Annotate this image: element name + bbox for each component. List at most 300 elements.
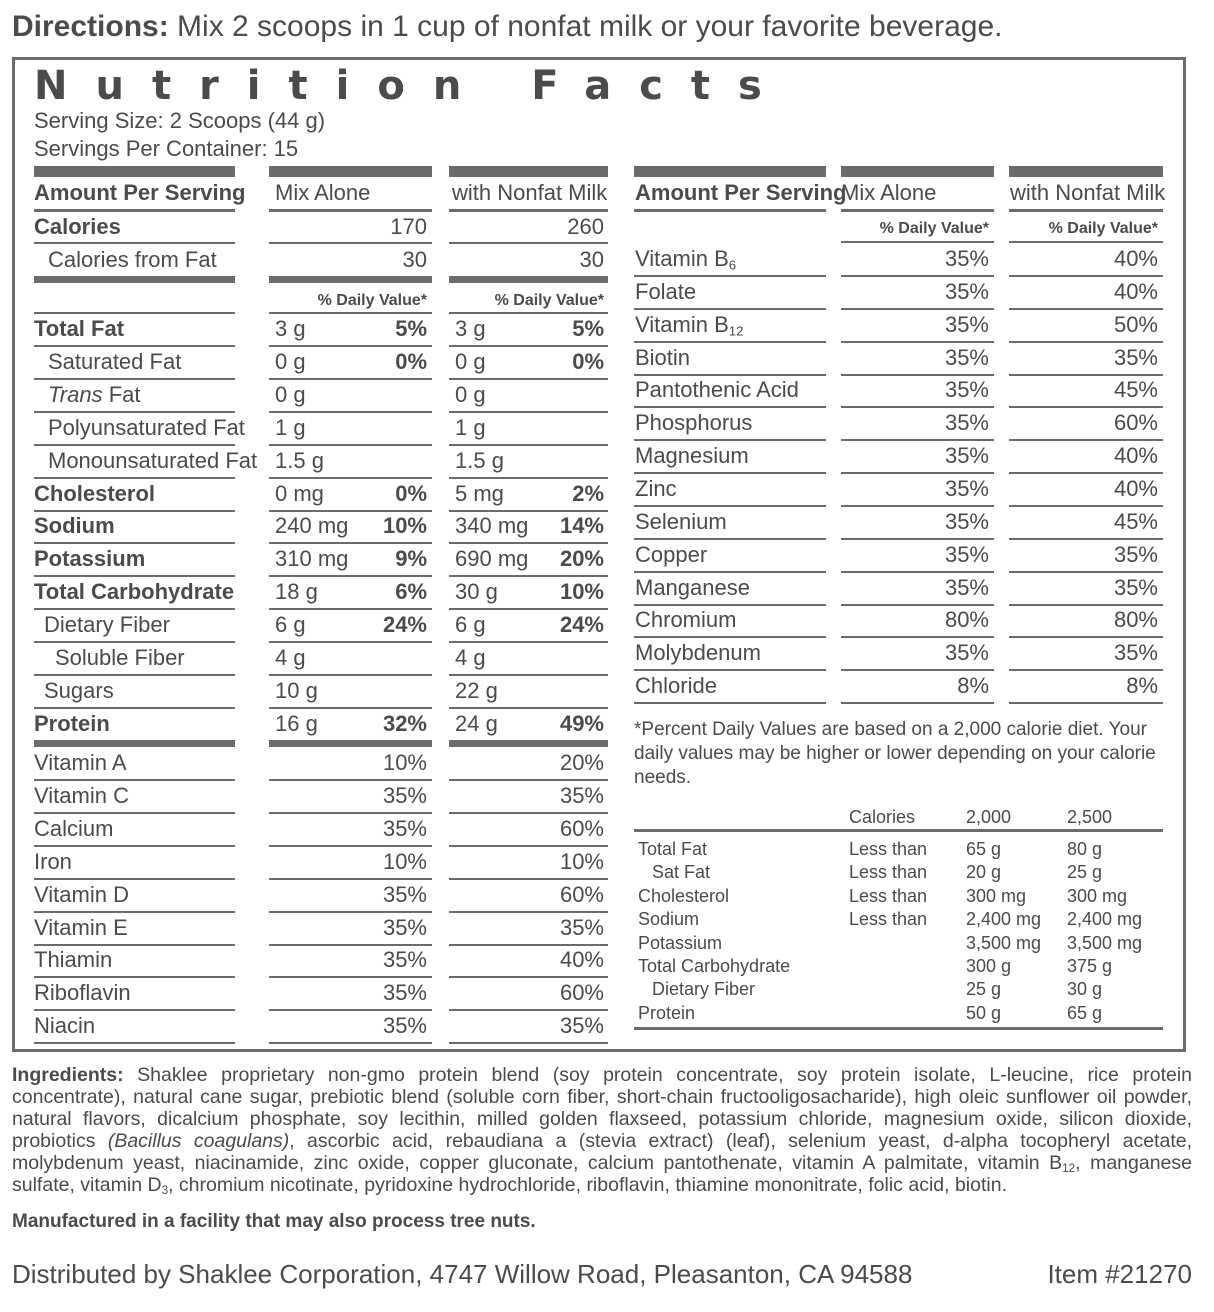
milk-daily-value: 10% xyxy=(559,579,604,604)
row-rule xyxy=(34,608,235,610)
ref-value-2500: 30 g xyxy=(1067,979,1103,999)
ref-value-2500: 3,500 mg xyxy=(1067,933,1143,953)
ref-value-2500: 25 g xyxy=(1067,862,1103,882)
column-top-bar xyxy=(449,166,608,177)
vitamin-milk: 40% xyxy=(559,947,604,972)
ingredients-text-1: Shaklee proprietary non-gmo protein blend (soy protein concentrate, soy protein isolate, L-leucine, rice protein concentrate), natural cane sugar, prebiotic blend (soluble corn fiber, short-chain fructooligosacharide), high oleic sunflower oil powder, natural flavors, dicalcium phosphate, soy lecithin, milled golden flaxseed, potassium chloride, magnesium oxide, silicon dioxide, probiotics xyxy=(12,1064,1193,1152)
vitamin-label xyxy=(635,509,727,535)
row-rule xyxy=(269,641,432,643)
header-mix-alone: Mix Alone xyxy=(841,180,937,205)
vitamin-milk: 8% xyxy=(1126,673,1158,698)
vitamin-mix: 35% xyxy=(382,783,427,808)
mix-amount: 18 g xyxy=(275,579,318,604)
row-rule xyxy=(34,1009,235,1011)
ingredients-italic: (Bacillus coagulans) xyxy=(107,1130,290,1152)
row-rule xyxy=(1009,505,1163,507)
vitamin-label xyxy=(635,542,707,568)
dv-label-mix: % Daily Value* xyxy=(879,220,989,237)
vitamin-mix: 35% xyxy=(382,915,427,940)
vitamin-mix: 35% xyxy=(944,377,989,402)
row-rule xyxy=(269,542,432,544)
vitamin-label xyxy=(635,279,696,305)
vitamin-mix: 35% xyxy=(382,980,427,1005)
vitamin-label xyxy=(635,345,690,371)
row-rule xyxy=(269,845,432,847)
row-rule xyxy=(841,571,994,573)
ref-qualifier: Less than xyxy=(849,909,928,929)
ref-header-2000: 2,000 xyxy=(966,807,1012,827)
directions-text: Mix 2 scoops in 1 cup of nonfat milk or your favorite beverage. xyxy=(177,10,1003,43)
vitamin-milk: 60% xyxy=(559,980,604,1005)
row-rule xyxy=(34,779,235,781)
calories-milk: 260 xyxy=(567,214,604,239)
vitamin-mix: 35% xyxy=(944,246,989,271)
ref-value-2500: 300 mg xyxy=(1067,886,1128,906)
row-rule xyxy=(841,538,994,540)
row-rule xyxy=(449,345,608,347)
nutrient-label-text: Potassium xyxy=(34,546,146,571)
vitamin-label xyxy=(635,607,736,633)
vitamin-label-text: Magnesium xyxy=(635,443,749,468)
nutrient-label xyxy=(48,382,141,408)
row-rule xyxy=(449,242,608,244)
vitamin-label: Thiamin xyxy=(34,947,113,972)
ingredients-sub-2: 3 xyxy=(161,1183,169,1197)
row-rule xyxy=(1009,472,1163,474)
vitamin-label xyxy=(635,476,677,502)
vitamin-milk: 35% xyxy=(559,783,604,808)
calories-label: Calories xyxy=(34,214,121,239)
milk-daily-value: 49% xyxy=(559,711,604,736)
mix-daily-value: 0% xyxy=(395,349,427,374)
vitamin-milk: 35% xyxy=(559,915,604,940)
ref-value-2000: 25 g xyxy=(966,979,1002,999)
manufacturing-note: Manufactured in a facility that may also process tree nuts. xyxy=(12,1211,536,1232)
row-rule xyxy=(841,308,994,310)
row-rule xyxy=(841,702,994,704)
row-rule xyxy=(269,878,432,880)
header-with-nonfat-milk: with Nonfat Milk xyxy=(452,180,608,205)
ref-value-2500: 80 g xyxy=(1067,839,1103,859)
row-rule xyxy=(34,878,235,880)
nutrient-label-text: Soluble Fiber xyxy=(55,645,185,670)
row-rule xyxy=(34,242,235,244)
ingredients-label: Ingredients: xyxy=(12,1064,124,1086)
row-rule xyxy=(634,702,826,704)
item-number: Item #21270 xyxy=(1047,1259,1192,1289)
vitamin-label-text: Chloride xyxy=(635,673,717,698)
milk-amount: 3 g xyxy=(455,316,486,341)
row-rule xyxy=(449,510,608,512)
mix-amount: 16 g xyxy=(275,711,318,736)
calories-from-fat-mix: 30 xyxy=(402,247,427,272)
ref-label: Total Fat xyxy=(638,839,708,859)
header-mix-alone: Mix Alone xyxy=(275,180,371,205)
row-rule xyxy=(269,674,432,676)
row-rule xyxy=(269,944,432,946)
nutrient-label-text: Trans xyxy=(48,382,103,407)
servings-per-container: Servings Per Container: 15 xyxy=(34,136,299,161)
row-rule xyxy=(1009,275,1163,277)
row-rule xyxy=(449,378,608,380)
vitamin-milk: 10% xyxy=(559,849,604,874)
row-rule xyxy=(1009,406,1163,408)
vitamin-label xyxy=(635,246,736,272)
vitamin-label: Vitamin A xyxy=(34,750,127,775)
row-rule xyxy=(634,341,826,343)
mix-amount: 1 g xyxy=(275,415,306,440)
row-rule xyxy=(1009,209,1163,212)
vitamin-mix: 35% xyxy=(382,1013,427,1038)
vitamin-mix: 35% xyxy=(382,882,427,907)
vitamin-label-text: Phosphorus xyxy=(635,410,753,435)
row-rule xyxy=(841,374,994,376)
row-rule xyxy=(634,669,826,671)
nutrient-label-text: Protein xyxy=(34,711,110,736)
row-rule xyxy=(841,209,994,212)
vitamin-label-text: Molybdenum xyxy=(635,640,761,665)
row-rule xyxy=(634,209,826,212)
row-rule xyxy=(449,845,608,847)
nutrient-label xyxy=(34,316,124,342)
vitamin-milk: 45% xyxy=(1113,509,1158,534)
column-top-bar xyxy=(269,166,432,177)
mix-daily-value: 6% xyxy=(395,579,427,604)
nutrient-label-text: Cholesterol xyxy=(34,481,156,506)
milk-amount: 340 mg xyxy=(455,513,529,538)
row-rule xyxy=(449,542,608,544)
milk-amount: 0 g xyxy=(455,382,486,407)
row-rule xyxy=(34,944,235,946)
row-rule xyxy=(1009,669,1163,671)
nutrient-label-text: Total Carbohydrate xyxy=(34,579,235,604)
vitamin-label-subscript: 6 xyxy=(728,257,737,273)
vitamin-mix: 8% xyxy=(957,673,989,698)
row-rule xyxy=(634,308,826,310)
vitamin-milk: 60% xyxy=(559,816,604,841)
ref-value-2500: 65 g xyxy=(1067,1003,1103,1023)
vitamin-milk: 60% xyxy=(1113,410,1158,435)
row-rule xyxy=(449,707,608,709)
ref-value-2000: 20 g xyxy=(966,862,1002,882)
vitamin-milk: 50% xyxy=(1113,312,1158,337)
nutrient-label xyxy=(48,349,181,375)
distributor: Distributed by Shaklee Corporation, 4747 Willow Road, Pleasanton, CA 94588 xyxy=(12,1259,913,1289)
directions xyxy=(12,8,1002,46)
row-rule xyxy=(269,209,432,212)
ref-label: Total Carbohydrate xyxy=(638,956,791,976)
row-rule xyxy=(634,472,826,474)
milk-amount: 5 mg xyxy=(455,481,504,506)
mix-amount: 0 g xyxy=(275,382,306,407)
row-rule xyxy=(34,845,235,847)
vitamin-label: Vitamin E xyxy=(34,915,128,940)
ref-value-2000: 300 mg xyxy=(966,886,1027,906)
row-rule xyxy=(34,312,235,314)
vitamin-label xyxy=(635,575,750,601)
vitamin-milk: 35% xyxy=(1113,575,1158,600)
ref-value-2500: 2,400 mg xyxy=(1067,909,1143,929)
row-rule xyxy=(34,209,235,212)
row-rule xyxy=(269,378,432,380)
nutrient-label-text: Saturated Fat xyxy=(48,349,182,374)
mix-amount: 0 g xyxy=(275,349,306,374)
row-rule xyxy=(449,779,608,781)
vitamin-mix: 35% xyxy=(944,312,989,337)
mix-amount: 1.5 g xyxy=(275,448,324,473)
row-rule xyxy=(1009,374,1163,376)
nutrient-label-text: Monounsaturated Fat xyxy=(48,448,258,473)
section-bar xyxy=(449,276,608,283)
nutrient-label xyxy=(48,415,245,441)
milk-daily-value: 0% xyxy=(572,349,604,374)
nutrient-label-text: Total Fat xyxy=(34,316,125,341)
row-rule xyxy=(34,575,235,577)
milk-amount: 1 g xyxy=(455,415,486,440)
nutrient-label-text: Sodium xyxy=(34,513,115,538)
row-rule xyxy=(841,669,994,671)
row-rule xyxy=(634,406,826,408)
vitamin-milk: 35% xyxy=(559,1013,604,1038)
row-rule xyxy=(634,538,826,540)
section-bar xyxy=(34,276,235,283)
nutrient-label xyxy=(34,711,110,737)
vitamin-label-text: Pantothenic Acid xyxy=(635,377,799,402)
nutrient-label xyxy=(34,546,145,572)
vitamin-label xyxy=(635,673,717,699)
row-rule xyxy=(449,674,608,676)
row-rule xyxy=(34,1042,235,1044)
nutrient-label xyxy=(48,448,257,474)
row-rule xyxy=(34,477,235,479)
calories-from-fat-label: Calories from Fat xyxy=(48,247,217,272)
row-rule xyxy=(449,911,608,913)
ref-qualifier: Less than xyxy=(849,862,928,882)
row-rule xyxy=(449,976,608,978)
dv-label-milk: % Daily Value* xyxy=(1048,220,1158,237)
vitamin-mix: 35% xyxy=(944,575,989,600)
vitamin-label xyxy=(635,410,752,436)
row-rule xyxy=(1009,308,1163,310)
vitamin-mix: 35% xyxy=(382,947,427,972)
ingredients xyxy=(12,1064,1192,1196)
row-rule xyxy=(449,641,608,643)
row-rule xyxy=(449,878,608,880)
vitamin-label-text: Copper xyxy=(635,542,708,567)
row-rule xyxy=(34,411,235,413)
vitamin-label-text: Zinc xyxy=(635,476,677,501)
row-rule xyxy=(269,1042,432,1044)
vitamin-mix: 10% xyxy=(382,849,427,874)
vitamin-mix: 35% xyxy=(944,509,989,534)
row-rule xyxy=(34,674,235,676)
ref-qualifier: Less than xyxy=(849,886,928,906)
row-rule xyxy=(269,1009,432,1011)
row-rule xyxy=(841,472,994,474)
row-rule xyxy=(269,411,432,413)
vitamin-mix: 35% xyxy=(944,443,989,468)
column-top-bar xyxy=(1009,166,1163,177)
nutrient-label xyxy=(55,645,185,671)
section-bar xyxy=(269,276,432,283)
row-rule xyxy=(841,241,994,243)
row-rule xyxy=(449,209,608,212)
ref-value-2000: 65 g xyxy=(966,839,1002,859)
calories-mix: 170 xyxy=(390,214,427,239)
milk-daily-value: 24% xyxy=(559,612,604,637)
row-rule xyxy=(841,604,994,606)
vitamin-milk: 35% xyxy=(1113,345,1158,370)
ref-value-2500: 375 g xyxy=(1067,956,1113,976)
row-rule xyxy=(269,976,432,978)
vitamin-label-text: Vitamin B xyxy=(635,246,729,271)
section-bar xyxy=(449,740,608,747)
milk-daily-value: 5% xyxy=(572,316,604,341)
row-rule xyxy=(449,444,608,446)
row-rule xyxy=(449,944,608,946)
row-rule xyxy=(1009,439,1163,441)
mix-daily-value: 5% xyxy=(395,316,427,341)
milk-amount: 30 g xyxy=(455,579,498,604)
row-rule xyxy=(634,374,826,376)
nutrient-label-text: Sugars xyxy=(44,678,114,703)
ref-label: Sodium xyxy=(638,909,700,929)
serving-size: Serving Size: 2 Scoops (44 g) xyxy=(34,108,326,133)
vitamin-label-text: Biotin xyxy=(635,345,691,370)
row-rule xyxy=(841,505,994,507)
vitamin-milk: 35% xyxy=(1113,640,1158,665)
row-rule xyxy=(449,812,608,814)
section-bar xyxy=(269,740,432,747)
row-rule xyxy=(269,575,432,577)
vitamin-label: Iron xyxy=(34,849,72,874)
row-rule xyxy=(34,812,235,814)
milk-daily-value: 14% xyxy=(559,513,604,538)
header-with-nonfat-milk: with Nonfat Milk xyxy=(1010,180,1166,205)
vitamin-milk: 40% xyxy=(1113,246,1158,271)
vitamin-mix: 10% xyxy=(382,750,427,775)
row-rule xyxy=(449,312,608,314)
column-top-bar xyxy=(634,166,826,177)
row-rule xyxy=(34,444,235,446)
ingredients-text-3: , manganese sulfate, vitamin D xyxy=(12,1152,1192,1196)
row-rule xyxy=(269,608,432,610)
row-rule xyxy=(841,636,994,638)
row-rule xyxy=(449,608,608,610)
vitamin-label xyxy=(635,640,761,666)
milk-amount: 6 g xyxy=(455,612,486,637)
ref-label: Protein xyxy=(638,1003,696,1023)
row-rule xyxy=(449,1009,608,1011)
vitamin-mix: 80% xyxy=(944,607,989,632)
vitamin-label-text: Chromium xyxy=(635,607,737,632)
dv-label-milk: % Daily Value* xyxy=(494,292,604,309)
nutrient-label-suffix: Fat xyxy=(102,382,141,407)
row-rule xyxy=(1009,571,1163,573)
milk-amount: 1.5 g xyxy=(455,448,504,473)
vitamin-label-text: Folate xyxy=(635,279,697,304)
mix-daily-value: 24% xyxy=(382,612,427,637)
vitamin-mix: 35% xyxy=(944,640,989,665)
ref-qualifier: Less than xyxy=(849,839,928,859)
vitamin-milk: 45% xyxy=(1113,377,1158,402)
ingredients-text-2: , ascorbic acid, rebaudiana a (stevia extract) (leaf), selenium yeast, d-alpha tocopheryl acetate, molybdenum yeast, niacinamide, zinc oxide, copper gluconate, calcium pantothenate, vitamin A palmitate, vitamin B xyxy=(12,1130,1193,1174)
mix-amount: 4 g xyxy=(275,645,306,670)
mix-amount: 3 g xyxy=(275,316,306,341)
vitamin-mix: 35% xyxy=(944,476,989,501)
milk-amount: 0 g xyxy=(455,349,486,374)
vitamin-milk: 20% xyxy=(559,750,604,775)
header-amount-per-serving: Amount Per Serving xyxy=(635,180,847,205)
vitamin-label-text: Selenium xyxy=(635,509,727,534)
vitamin-milk: 60% xyxy=(559,882,604,907)
column-top-bar xyxy=(841,166,994,177)
mix-amount: 240 mg xyxy=(275,513,349,538)
vitamin-milk: 40% xyxy=(1113,443,1158,468)
vitamin-label: Vitamin D xyxy=(34,882,129,907)
row-rule xyxy=(34,542,235,544)
row-rule xyxy=(269,707,432,709)
row-rule xyxy=(1009,341,1163,343)
ref-bottom-rule xyxy=(634,1027,1163,1030)
vitamin-milk: 80% xyxy=(1113,607,1158,632)
vitamin-label xyxy=(635,312,743,338)
row-rule xyxy=(1009,702,1163,704)
nutrient-label xyxy=(34,579,234,605)
row-rule xyxy=(841,275,994,277)
row-rule xyxy=(449,1042,608,1044)
row-rule xyxy=(1009,241,1163,243)
nutrient-label-text: Dietary Fiber xyxy=(44,612,170,637)
column-top-bar xyxy=(34,166,235,177)
row-rule xyxy=(841,439,994,441)
mix-daily-value: 0% xyxy=(395,481,427,506)
milk-amount: 4 g xyxy=(455,645,486,670)
directions-label: Directions: xyxy=(12,10,169,43)
vitamin-mix: 35% xyxy=(944,542,989,567)
dv-label-mix: % Daily Value* xyxy=(317,292,427,309)
row-rule xyxy=(634,571,826,573)
mix-daily-value: 10% xyxy=(382,513,427,538)
nutrition-facts-title: Nutrition Facts xyxy=(34,63,790,109)
vitamin-label: Calcium xyxy=(34,816,114,841)
mix-daily-value: 32% xyxy=(382,711,427,736)
vitamin-label xyxy=(635,443,749,469)
row-rule xyxy=(449,411,608,413)
vitamin-milk: 40% xyxy=(1113,476,1158,501)
row-rule xyxy=(34,378,235,380)
nutrient-label xyxy=(34,513,115,539)
ref-label: Cholesterol xyxy=(638,886,730,906)
nutrient-label-text: Polyunsaturated Fat xyxy=(48,415,245,440)
row-rule xyxy=(269,911,432,913)
row-rule xyxy=(634,604,826,606)
vitamin-mix: 35% xyxy=(382,816,427,841)
row-rule xyxy=(34,510,235,512)
row-rule xyxy=(1009,636,1163,638)
vitamin-label: Niacin xyxy=(34,1013,96,1038)
row-rule xyxy=(1009,538,1163,540)
vitamin-mix: 35% xyxy=(944,279,989,304)
ref-header-2500: 2,500 xyxy=(1067,807,1113,827)
row-rule xyxy=(269,444,432,446)
row-rule xyxy=(269,477,432,479)
ref-value-2000: 50 g xyxy=(966,1003,1002,1023)
row-rule xyxy=(34,976,235,978)
ref-value-2000: 2,400 mg xyxy=(966,909,1042,929)
ref-label: Sat Fat xyxy=(652,862,711,882)
vitamin-milk: 40% xyxy=(1113,279,1158,304)
